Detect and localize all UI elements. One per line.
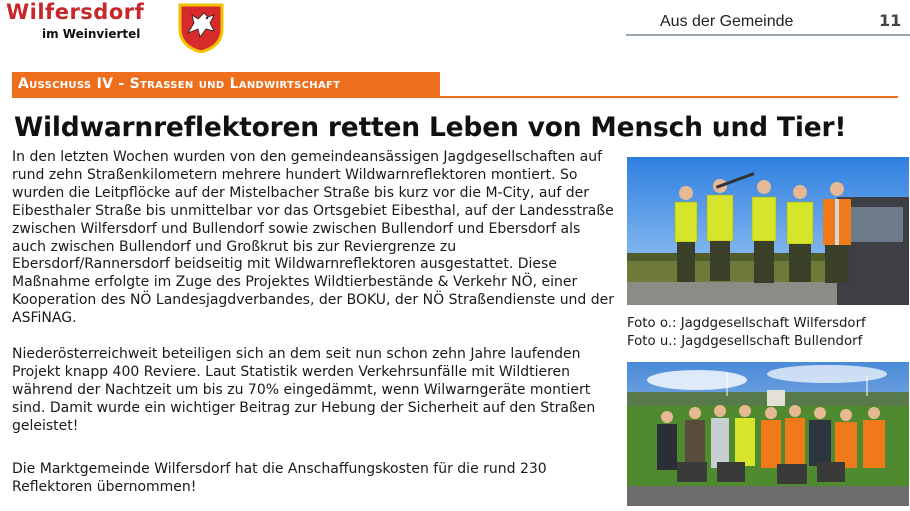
section-title: Aus der Gemeinde (660, 13, 794, 30)
article-headline: Wildwarnreflektoren retten Leben von Mensch und Tier! (14, 112, 847, 143)
article-paragraph-1: In den letzten Wochen wurden von den gemeindeansässigen Jagdgesellschaften auf rund zehn Straßenkilometern mehrere hundert Wildwarnreflektoren montiert. So wurden die Leitpflöcke auf der Mistelbacher Straße bis kurz vor die M-City, auf der Eibesthaler Straße bis unmittelbar vor das Ortsgebiet Eibesthal, auf der Landesstraße zwischen Wilfersdorf und Bullendorf sowie zwischen Bullendorf und Ebersdorf als auch zwischen Bullendorf und Großkrut bis zur Reviergrenze zu Ebersdorf/Rannersdorf beidseitig mit Wildwarnreflektoren ausgestattet. Diese Maßnahme erfolgte im Zuge des Projektes Wildtierbestände & Verkehr NÖ, einer Kooperation des NÖ Landesjagdverbandes, der BOKU, der NÖ Straßendienste und der ASFiNAG. (12, 149, 615, 327)
town-name: Wilfersdorf (6, 0, 145, 24)
article-paragraph-3: Die Marktgemeinde Wilfersdorf hat die Anschaffungskosten für die rund 230 Reflektoren übernommen! (12, 461, 547, 495)
page-number: 11 (879, 11, 902, 30)
photo-caption-bottom: Foto u.: Jagdgesellschaft Bullendorf (627, 334, 863, 349)
section-banner-rule (12, 96, 898, 98)
section-banner-label: Ausschuss IV - Strassen und Landwirtschaft (18, 76, 341, 92)
coat-of-arms-icon (178, 3, 224, 53)
town-subtitle: im Weinviertel (42, 27, 141, 41)
header-divider (626, 34, 910, 36)
photo-caption-top: Foto o.: Jagdgesellschaft Wilfersdorf (627, 316, 866, 331)
article-paragraph-2: Niederösterreichweit beteiligen sich an dem seit nun schon zehn Jahre laufenden Projekt knapp 400 Reviere. Laut Statistik werden Verkehrsunfälle mit Wildtieren während der Nachtzeit um bis zu 70% eingedämmt, wenn Wilwarngeräte montiert sind. Damit wurde ein wichtiger Beitrag zur Hebung der Sicherheit auf den Straßen geleistet! (12, 346, 596, 434)
photo-jagdgesellschaft-wilfersdorf (627, 157, 909, 305)
photo-jagdgesellschaft-bullendorf (627, 362, 909, 506)
